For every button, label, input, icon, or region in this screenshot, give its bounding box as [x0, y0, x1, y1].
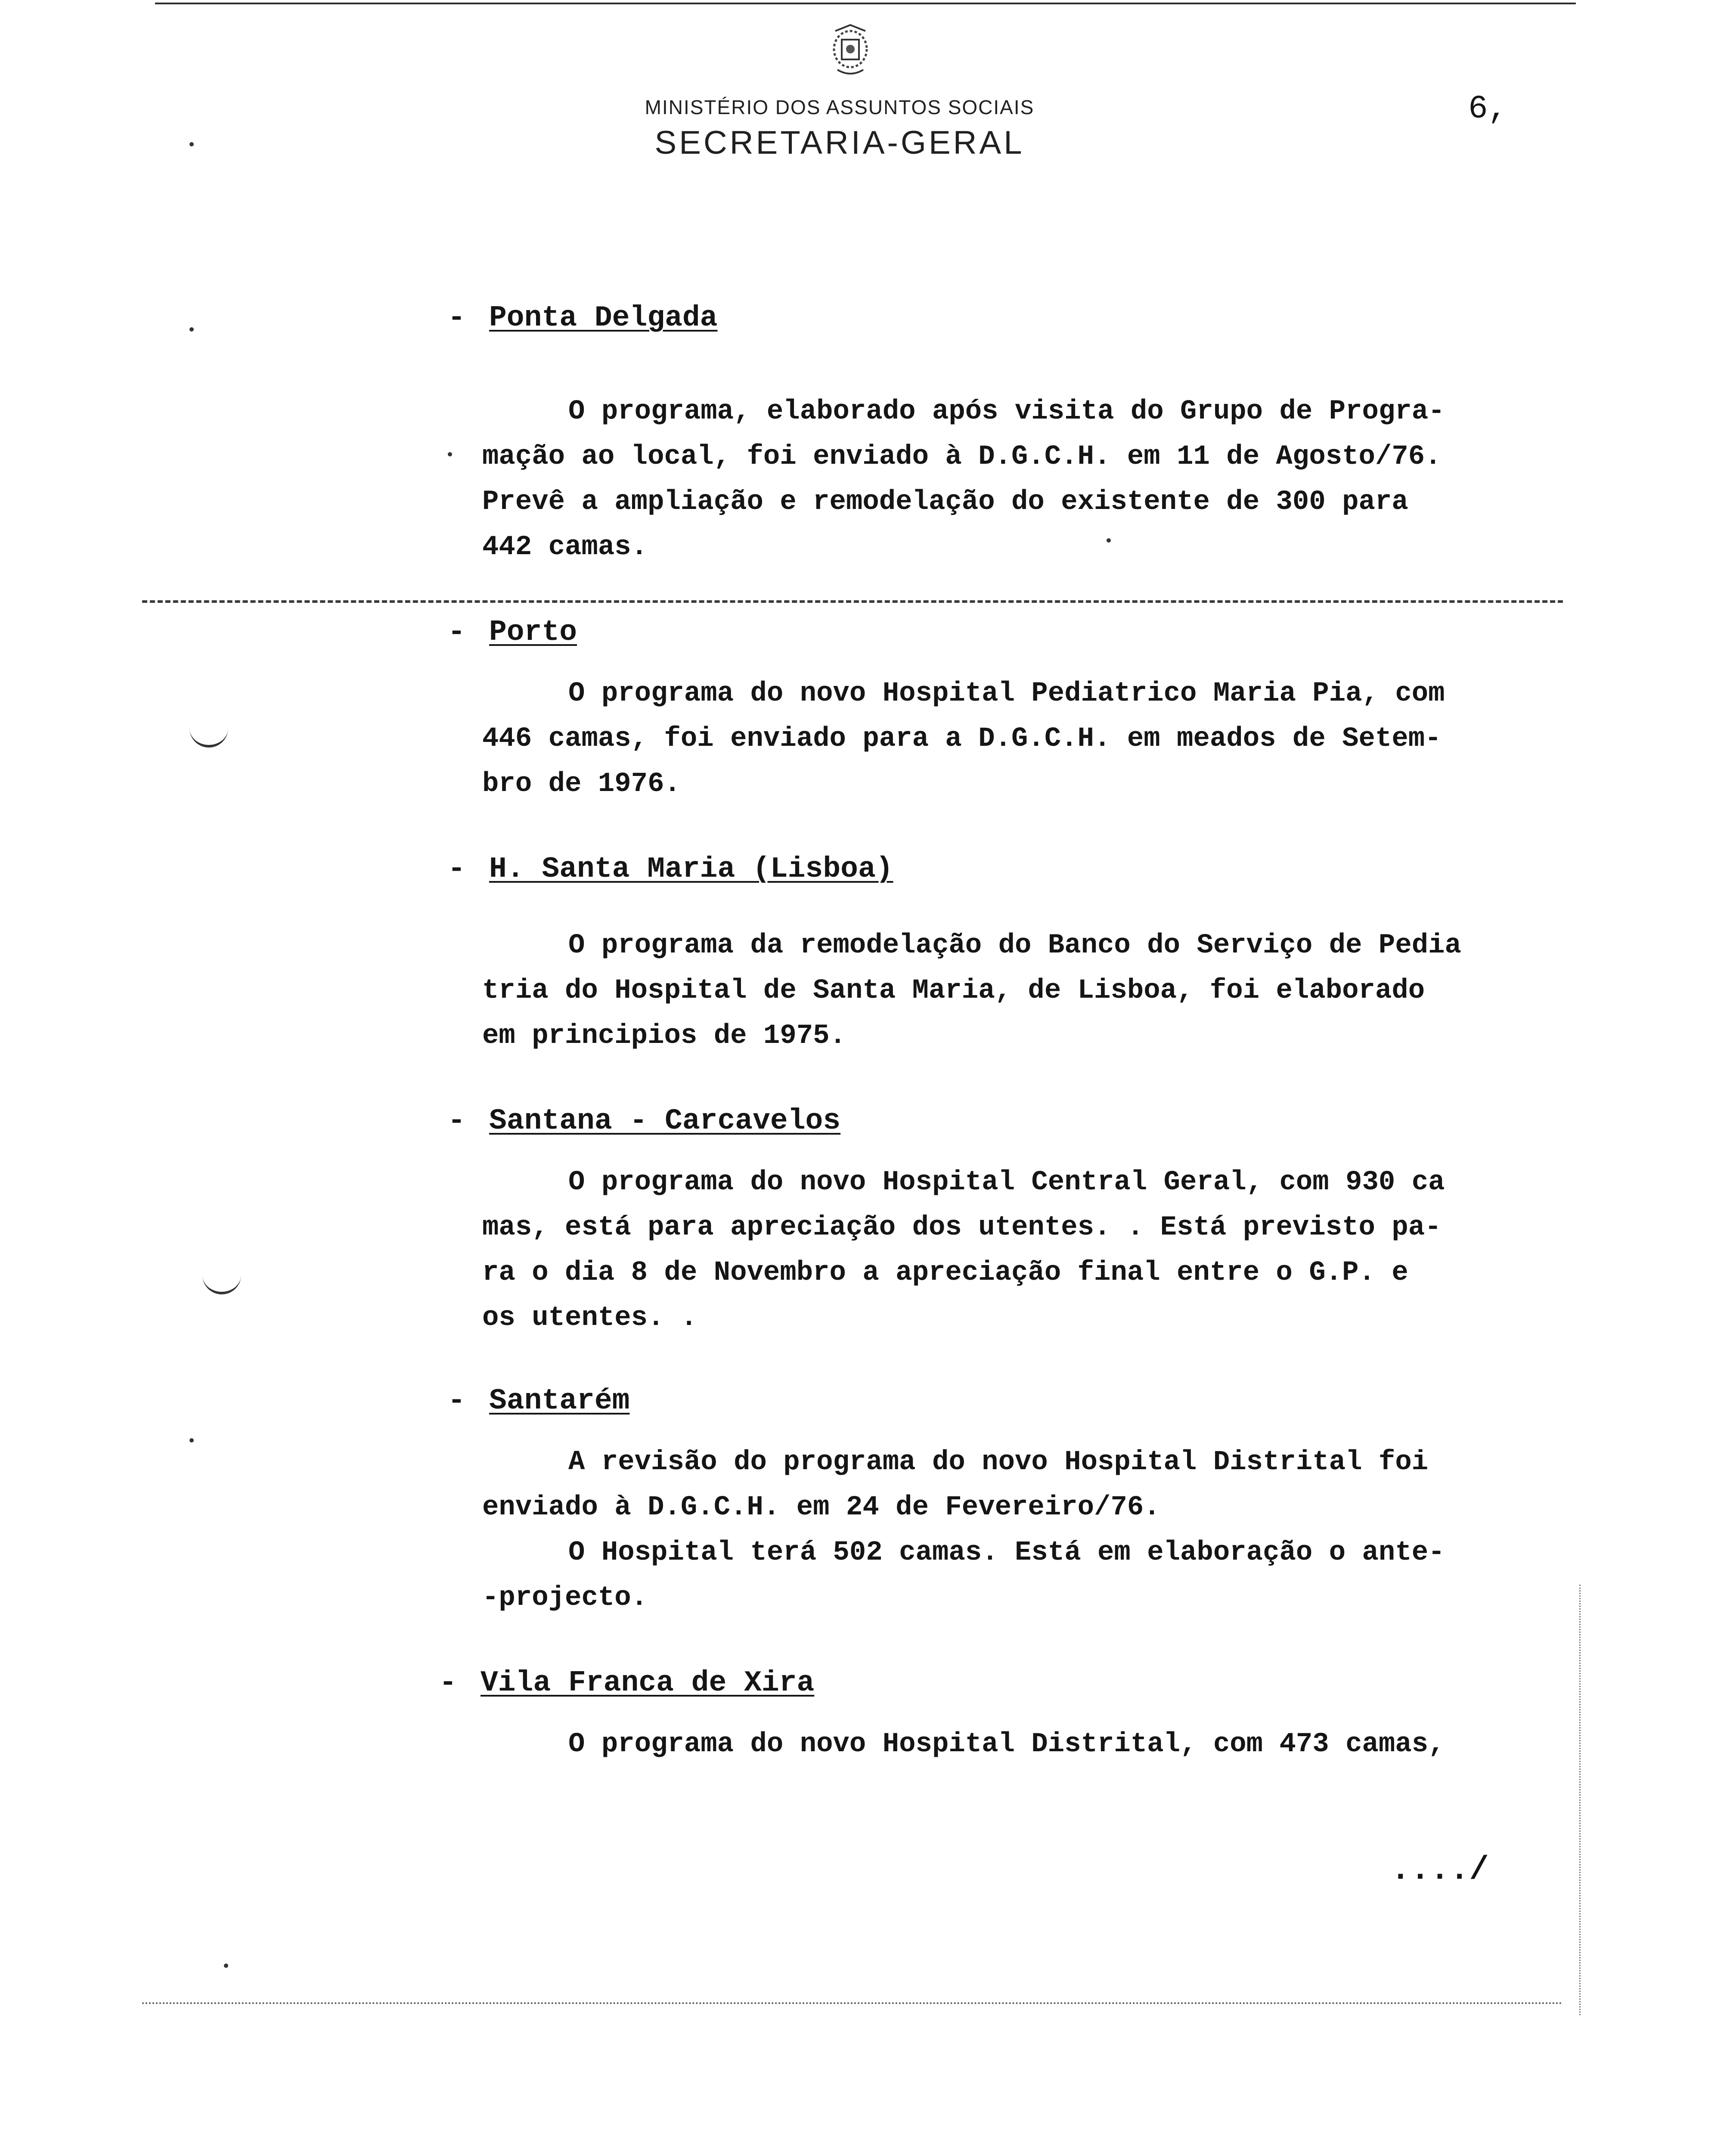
scan-speck [189, 1438, 194, 1443]
heading-dash: - [439, 1666, 457, 1700]
section-heading-santa-maria [448, 853, 893, 886]
section-heading-vila-franca-de-xira [439, 1666, 814, 1700]
paragraph-line: ra o dia 8 de Novembro a apreciação final entre o G.P. e [482, 1257, 1408, 1288]
section-title: Vila Franca de Xira [480, 1666, 815, 1700]
section-heading-santarem [448, 1384, 629, 1418]
scan-speck [189, 142, 194, 146]
paragraph-line: mas, está para apreciação dos utentes. . Está previsto pa- [482, 1212, 1442, 1243]
margin-rule [1579, 1585, 1581, 2015]
section-heading-porto [448, 616, 577, 649]
bottom-rule [142, 2002, 1563, 2004]
paragraph-line: Prevê a ampliação e remodelação do existente de 300 para [482, 487, 1408, 518]
scan-speck [224, 1964, 228, 1968]
paragraph-line: os utentes. . [482, 1303, 698, 1334]
scan-speck [189, 327, 194, 332]
paragraph-line: enviado à D.G.C.H. em 24 de Fevereiro/76. [482, 1492, 1160, 1523]
section-heading-ponta-delgada [448, 301, 718, 335]
section-title: H. Santa Maria (Lisboa) [489, 853, 893, 886]
paragraph-line: -projecto. [482, 1582, 648, 1613]
heading-dash: - [448, 301, 465, 335]
section-title: Porto [489, 616, 577, 649]
paragraph-line: A revisão do programa do novo Hospital Distrital foi [568, 1447, 1429, 1478]
paragraph-line: O programa do novo Hospital Pediatrico Maria Pia, com [568, 678, 1445, 709]
paragraph-line: 442 camas. [482, 532, 648, 563]
paragraph-line: O Hospital terá 502 camas. Está em elaboração o ante- [568, 1537, 1445, 1568]
heading-dash: - [448, 1104, 465, 1138]
department-name: SECRETARIA-GERAL [654, 124, 1025, 161]
continuation-mark: ..../ [1391, 1852, 1489, 1889]
top-rule [155, 3, 1576, 4]
paragraph-line: bro de 1976. [482, 769, 681, 800]
section-title: Santarém [489, 1384, 630, 1418]
paragraph-line: mação ao local, foi enviado à D.G.C.H. em 11 de Agosto/76. [482, 441, 1442, 472]
paragraph-line: O programa, elaborado após visita do Grupo de Progra- [568, 396, 1445, 427]
section-heading-santana-carcavelos [448, 1104, 840, 1138]
section-divider [142, 600, 1563, 603]
ministry-name: MINISTÉRIO DOS ASSUNTOS SOCIAIS [645, 96, 1035, 118]
punch-hole-mark [202, 1275, 241, 1294]
heading-dash: - [448, 616, 465, 649]
paragraph-line: em principios de 1975. [482, 1021, 846, 1052]
scan-speck [448, 452, 452, 456]
paragraph-line: O programa do novo Hospital Distrital, com 473 camas, [568, 1729, 1445, 1760]
paragraph-line: 446 camas, foi enviado para a D.G.C.H. em meados de Setem- [482, 723, 1442, 754]
punch-hole-mark [189, 728, 228, 748]
page-number: 6, [1468, 90, 1508, 127]
section-title: Ponta Delgada [489, 301, 718, 335]
section-title: Santana - Carcavelos [489, 1104, 841, 1138]
coat-of-arms-icon [818, 22, 883, 78]
heading-dash: - [448, 1384, 465, 1418]
paragraph-line: O programa do novo Hospital Central Geral, com 930 ca [568, 1167, 1445, 1198]
scan-speck [1107, 538, 1111, 543]
heading-dash: - [448, 853, 465, 886]
paragraph-line: tria do Hospital de Santa Maria, de Lisboa, foi elaborado [482, 975, 1425, 1006]
paragraph-line: O programa da remodelação do Banco do Serviço de Pedia [568, 930, 1461, 961]
